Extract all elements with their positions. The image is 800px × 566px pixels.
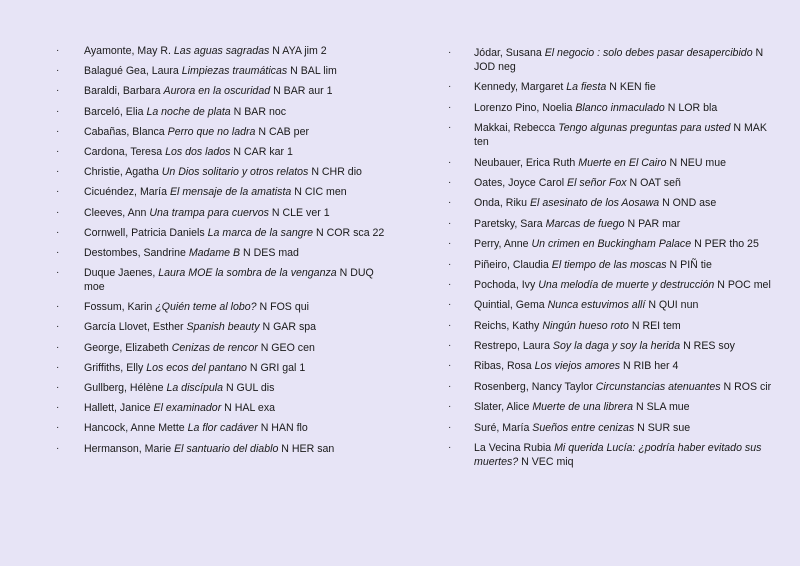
bullet-icon: · (56, 402, 60, 414)
bullet-icon: · (56, 341, 60, 353)
author: Oates, Joyce Carol (474, 176, 565, 189)
list-item (448, 400, 778, 414)
list-item (56, 105, 396, 119)
list-item (56, 442, 396, 456)
call-number: N PIÑ tie (669, 258, 712, 271)
bullet-icon: · (56, 246, 60, 258)
book-title: El mensaje de la amatista (169, 186, 292, 199)
entry-text (84, 320, 396, 334)
author: Cabañas, Blanca (84, 125, 165, 138)
book-title: Soy la daga y soy la herida (552, 340, 681, 353)
author: Suré, María (474, 421, 530, 434)
call-number: N LOR bla (667, 101, 718, 114)
author: Ayamonte, May R. (84, 45, 171, 57)
call-number: N NEU mue (669, 156, 727, 169)
book-title: La flor cadáver (187, 422, 258, 435)
call-number: N POC mel (717, 278, 771, 291)
book-title: Los ecos del pantano (146, 361, 247, 374)
author: Hallett, Janice (84, 402, 151, 415)
list-item (56, 165, 396, 179)
book-title: Ningún hueso roto (542, 319, 629, 332)
list-item (448, 217, 778, 231)
author: La Vecina Rubia (474, 442, 552, 455)
bullet-icon: · (448, 238, 452, 250)
bullet-icon: · (56, 145, 60, 157)
book-title: Perro que no ladra (167, 125, 256, 138)
entry-text (474, 121, 778, 149)
author: Cardona, Teresa (84, 145, 163, 158)
entry-text (84, 341, 396, 355)
author: Ribas, Rosa (474, 360, 532, 373)
bullet-icon: · (56, 442, 60, 454)
author: Neubauer, Erica Ruth (474, 156, 576, 169)
entry-text (474, 237, 778, 251)
bullet-icon: · (448, 122, 452, 134)
call-number: N CLE ver 1 (271, 206, 330, 219)
call-number: N BAL lim (290, 65, 337, 78)
left-column (56, 44, 396, 462)
author: Reichs, Kathy (474, 319, 540, 332)
call-number: N VEC miq (521, 456, 574, 469)
entry-text (474, 339, 778, 353)
call-number: N HAL exa (224, 402, 276, 415)
book-title: Spanish beauty (186, 321, 260, 334)
list-item (56, 401, 396, 415)
bullet-icon: · (448, 360, 452, 372)
book-title: Mi querida Lucía: ¿podría haber evitado sus muertes? (474, 442, 762, 469)
list-item (448, 359, 778, 373)
call-number: N BAR noc (233, 105, 287, 118)
author: Gullberg, Hélène (84, 382, 164, 394)
author: Duque Jaenes, (84, 267, 156, 280)
author: Onda, Riku (474, 197, 527, 210)
author: Baraldi, Barbara (84, 85, 161, 98)
author: Makkai, Rebecca (474, 122, 556, 135)
call-number: N OAT señ (629, 176, 681, 189)
book-title: El examinador (153, 402, 222, 415)
entry-text (84, 84, 396, 98)
bullet-icon: · (56, 321, 60, 333)
author: Destombes, Sandrine (84, 246, 186, 259)
call-number: N AYA jim 2 (272, 45, 327, 57)
author: Christie, Agatha (84, 166, 159, 179)
list-item (56, 246, 396, 260)
bullet-icon: · (56, 422, 60, 434)
book-title: El tiempo de las moscas (551, 258, 667, 271)
call-number: N GUL dis (225, 382, 275, 394)
bullet-icon: · (56, 65, 60, 77)
entry-text (84, 266, 396, 294)
bullet-icon: · (448, 47, 452, 58)
entry-text (84, 145, 396, 159)
entry-text (84, 401, 396, 415)
call-number: N FOS qui (259, 301, 309, 314)
call-number: N PER tho 25 (694, 238, 759, 251)
list-item (56, 361, 396, 375)
call-number: N OND ase (662, 197, 717, 210)
list-item (448, 278, 778, 292)
book-title: Nunca estuvimos allí (547, 299, 646, 312)
entry-text (84, 185, 396, 199)
book-title: El asesinato de los Aosawa (529, 197, 660, 210)
entry-text (474, 359, 778, 373)
list-item (448, 196, 778, 210)
author: Perry, Anne (474, 238, 529, 251)
bullet-icon: · (56, 125, 60, 137)
call-number: N KEN fie (609, 81, 656, 94)
author: George, Elizabeth (84, 341, 169, 354)
author: Jódar, Susana (474, 47, 542, 59)
book-title: Blanco inmaculado (575, 101, 665, 114)
call-number: N ROS cir (723, 380, 772, 393)
call-number: N QUI nun (648, 299, 699, 312)
entry-text (84, 165, 396, 179)
book-title: Un crimen en Buckingham Palace (531, 238, 692, 251)
list-item (448, 339, 778, 353)
entry-text (474, 46, 778, 74)
author: Piñeiro, Claudia (474, 258, 549, 271)
entry-text (474, 319, 778, 333)
list-item (56, 320, 396, 334)
bullet-icon: · (56, 301, 60, 313)
entry-text (84, 44, 396, 58)
list-item (448, 258, 778, 272)
author: Quintial, Gema (474, 299, 545, 312)
bullet-icon: · (56, 382, 60, 393)
book-title: ¿Quién teme al lobo? (155, 301, 257, 314)
entry-text (474, 176, 778, 190)
list-item (56, 84, 396, 98)
bullet-icon: · (56, 45, 60, 56)
bullet-icon: · (448, 401, 452, 413)
author: Pochoda, Ivy (474, 278, 536, 291)
bullet-icon: · (448, 176, 452, 188)
list-item (448, 421, 778, 435)
author: Restrepo, Laura (474, 340, 550, 353)
author: Hancock, Anne Mette (84, 422, 185, 435)
book-title: La marca de la sangre (207, 226, 314, 239)
book-title: La noche de plata (146, 105, 231, 118)
list-item (448, 319, 778, 333)
author: Lorenzo Pino, Noelia (474, 101, 573, 114)
author: Fossum, Karin (84, 301, 153, 314)
book-title: Laura MOE la sombra de la venganza (158, 267, 337, 280)
book-title: Limpiezas traumáticas (181, 65, 288, 78)
list-item (448, 101, 778, 115)
bullet-icon: · (448, 299, 452, 311)
bullet-icon: · (56, 105, 60, 117)
author: Paretsky, Sara (474, 217, 543, 230)
entry-text (474, 80, 778, 94)
entry-text (474, 101, 778, 115)
book-title: Aurora en la oscuridad (163, 85, 271, 98)
entry-text (474, 258, 778, 272)
bullet-icon: · (448, 81, 452, 93)
entry-text (84, 125, 396, 139)
call-number: N DUQ moe (84, 267, 374, 294)
bullet-icon: · (56, 361, 60, 373)
right-column (448, 46, 778, 475)
bullet-icon: · (56, 226, 60, 238)
list-item (56, 421, 396, 435)
book-title: Una trampa para cuervos (149, 206, 269, 219)
bullet-icon: · (56, 267, 60, 279)
author: Cicuéndez, María (84, 186, 168, 199)
entry-text (474, 441, 778, 469)
bullet-icon: · (448, 217, 452, 229)
list-item (56, 300, 396, 314)
book-title: Tengo algunas preguntas para usted (558, 122, 731, 135)
author: Hermanson, Marie (84, 442, 172, 455)
call-number: N CIC men (294, 186, 347, 199)
list-item (448, 237, 778, 251)
author: Griffiths, Elly (84, 361, 144, 374)
book-title: Un Dios solitario y otros relatos (161, 166, 309, 179)
entry-text (84, 105, 396, 119)
call-number: N SLA mue (635, 401, 690, 414)
call-number: N GAR spa (262, 321, 317, 334)
book-title: Una melodía de muerte y destrucción (538, 278, 715, 291)
list-item (56, 185, 396, 199)
call-number: N SUR sue (637, 421, 691, 434)
book-title: Las aguas sagradas (173, 45, 270, 57)
entry-text (84, 64, 396, 78)
list-item (448, 46, 778, 74)
author: Balagué Gea, Laura (84, 65, 179, 78)
entry-text (84, 246, 396, 260)
bullet-icon: · (448, 156, 452, 168)
list-item (56, 381, 396, 395)
call-number: N CAB per (258, 125, 309, 138)
book-title: El negocio : solo debes pasar desapercibido (544, 47, 753, 59)
author: Cornwell, Patricia Daniels (84, 226, 205, 239)
book-title: Sueños entre cenizas (532, 421, 635, 434)
call-number: N GEO cen (260, 341, 315, 354)
entry-text (84, 206, 396, 220)
call-number: N CHR dio (311, 166, 362, 179)
entry-text (474, 278, 778, 292)
book-title: Los dos lados (165, 145, 231, 158)
call-number: N DES mad (243, 246, 299, 259)
list-item (56, 266, 396, 294)
bullet-icon: · (56, 206, 60, 218)
book-title: Cenizas de rencor (171, 341, 258, 354)
author: Barceló, Elia (84, 105, 144, 118)
entry-text (84, 381, 396, 395)
list-item (448, 121, 778, 149)
book-title: Muerte en El Cairo (578, 156, 667, 169)
bullet-icon: · (56, 85, 60, 97)
entry-text (84, 421, 396, 435)
entry-text (84, 361, 396, 375)
list-item (56, 64, 396, 78)
bullet-icon: · (448, 101, 452, 113)
call-number: N HER san (281, 442, 335, 455)
call-number: N COR sca 22 (316, 226, 385, 239)
book-title: Muerte de una librera (532, 401, 634, 414)
entry-text (474, 217, 778, 231)
bullet-icon: · (448, 380, 452, 392)
list-item (448, 298, 778, 312)
call-number: N JOD neg (474, 47, 764, 73)
list-item (448, 441, 778, 469)
book-title: El señor Fox (567, 176, 627, 189)
entry-text (474, 156, 778, 170)
bullet-icon: · (448, 197, 452, 209)
bullet-icon: · (448, 421, 452, 433)
author: Slater, Alice (474, 401, 530, 414)
call-number: N RIB her 4 (623, 360, 679, 373)
call-number: N REI tem (631, 319, 681, 332)
call-number: N HAN flo (260, 422, 308, 435)
author: Cleeves, Ann (84, 206, 147, 219)
book-title: Marcas de fuego (545, 217, 625, 230)
bullet-icon: · (448, 258, 452, 270)
entry-text (84, 226, 396, 240)
list-item (56, 206, 396, 220)
list-item (448, 380, 778, 394)
bullet-icon: · (56, 186, 60, 198)
call-number: N GRI gal 1 (249, 361, 306, 374)
bullet-icon: · (448, 340, 452, 352)
call-number: N BAR aur 1 (273, 85, 333, 98)
list-item (56, 145, 396, 159)
list-item (56, 341, 396, 355)
book-title: El santuario del diablo (174, 442, 279, 455)
bullet-icon: · (448, 442, 452, 454)
entry-text (474, 298, 778, 312)
author: Kennedy, Margaret (474, 81, 564, 94)
book-title: La discípula (166, 382, 223, 394)
list-item (448, 156, 778, 170)
entry-text (474, 380, 778, 394)
author: Rosenberg, Nancy Taylor (474, 380, 593, 393)
entry-text (84, 300, 396, 314)
book-title: Los viejos amores (534, 360, 621, 373)
book-title: Madame B (188, 246, 241, 259)
entry-text (474, 400, 778, 414)
bullet-icon: · (56, 166, 60, 178)
book-title: Circunstancias atenuantes (595, 380, 721, 393)
call-number: N RES soy (683, 340, 735, 353)
entry-text (84, 442, 396, 456)
call-number: N PAR mar (627, 217, 681, 230)
list-item (56, 226, 396, 240)
bullet-icon: · (448, 319, 452, 331)
list-item (56, 125, 396, 139)
list-item (448, 80, 778, 94)
author: García Llovet, Esther (84, 321, 184, 334)
bullet-icon: · (448, 278, 452, 290)
book-title: La fiesta (566, 81, 607, 94)
entry-text (474, 196, 778, 210)
entry-text (474, 421, 778, 435)
call-number: N CAR kar 1 (233, 145, 293, 158)
call-number: N MAK ten (474, 122, 767, 149)
list-item (56, 44, 396, 58)
list-item (448, 176, 778, 190)
